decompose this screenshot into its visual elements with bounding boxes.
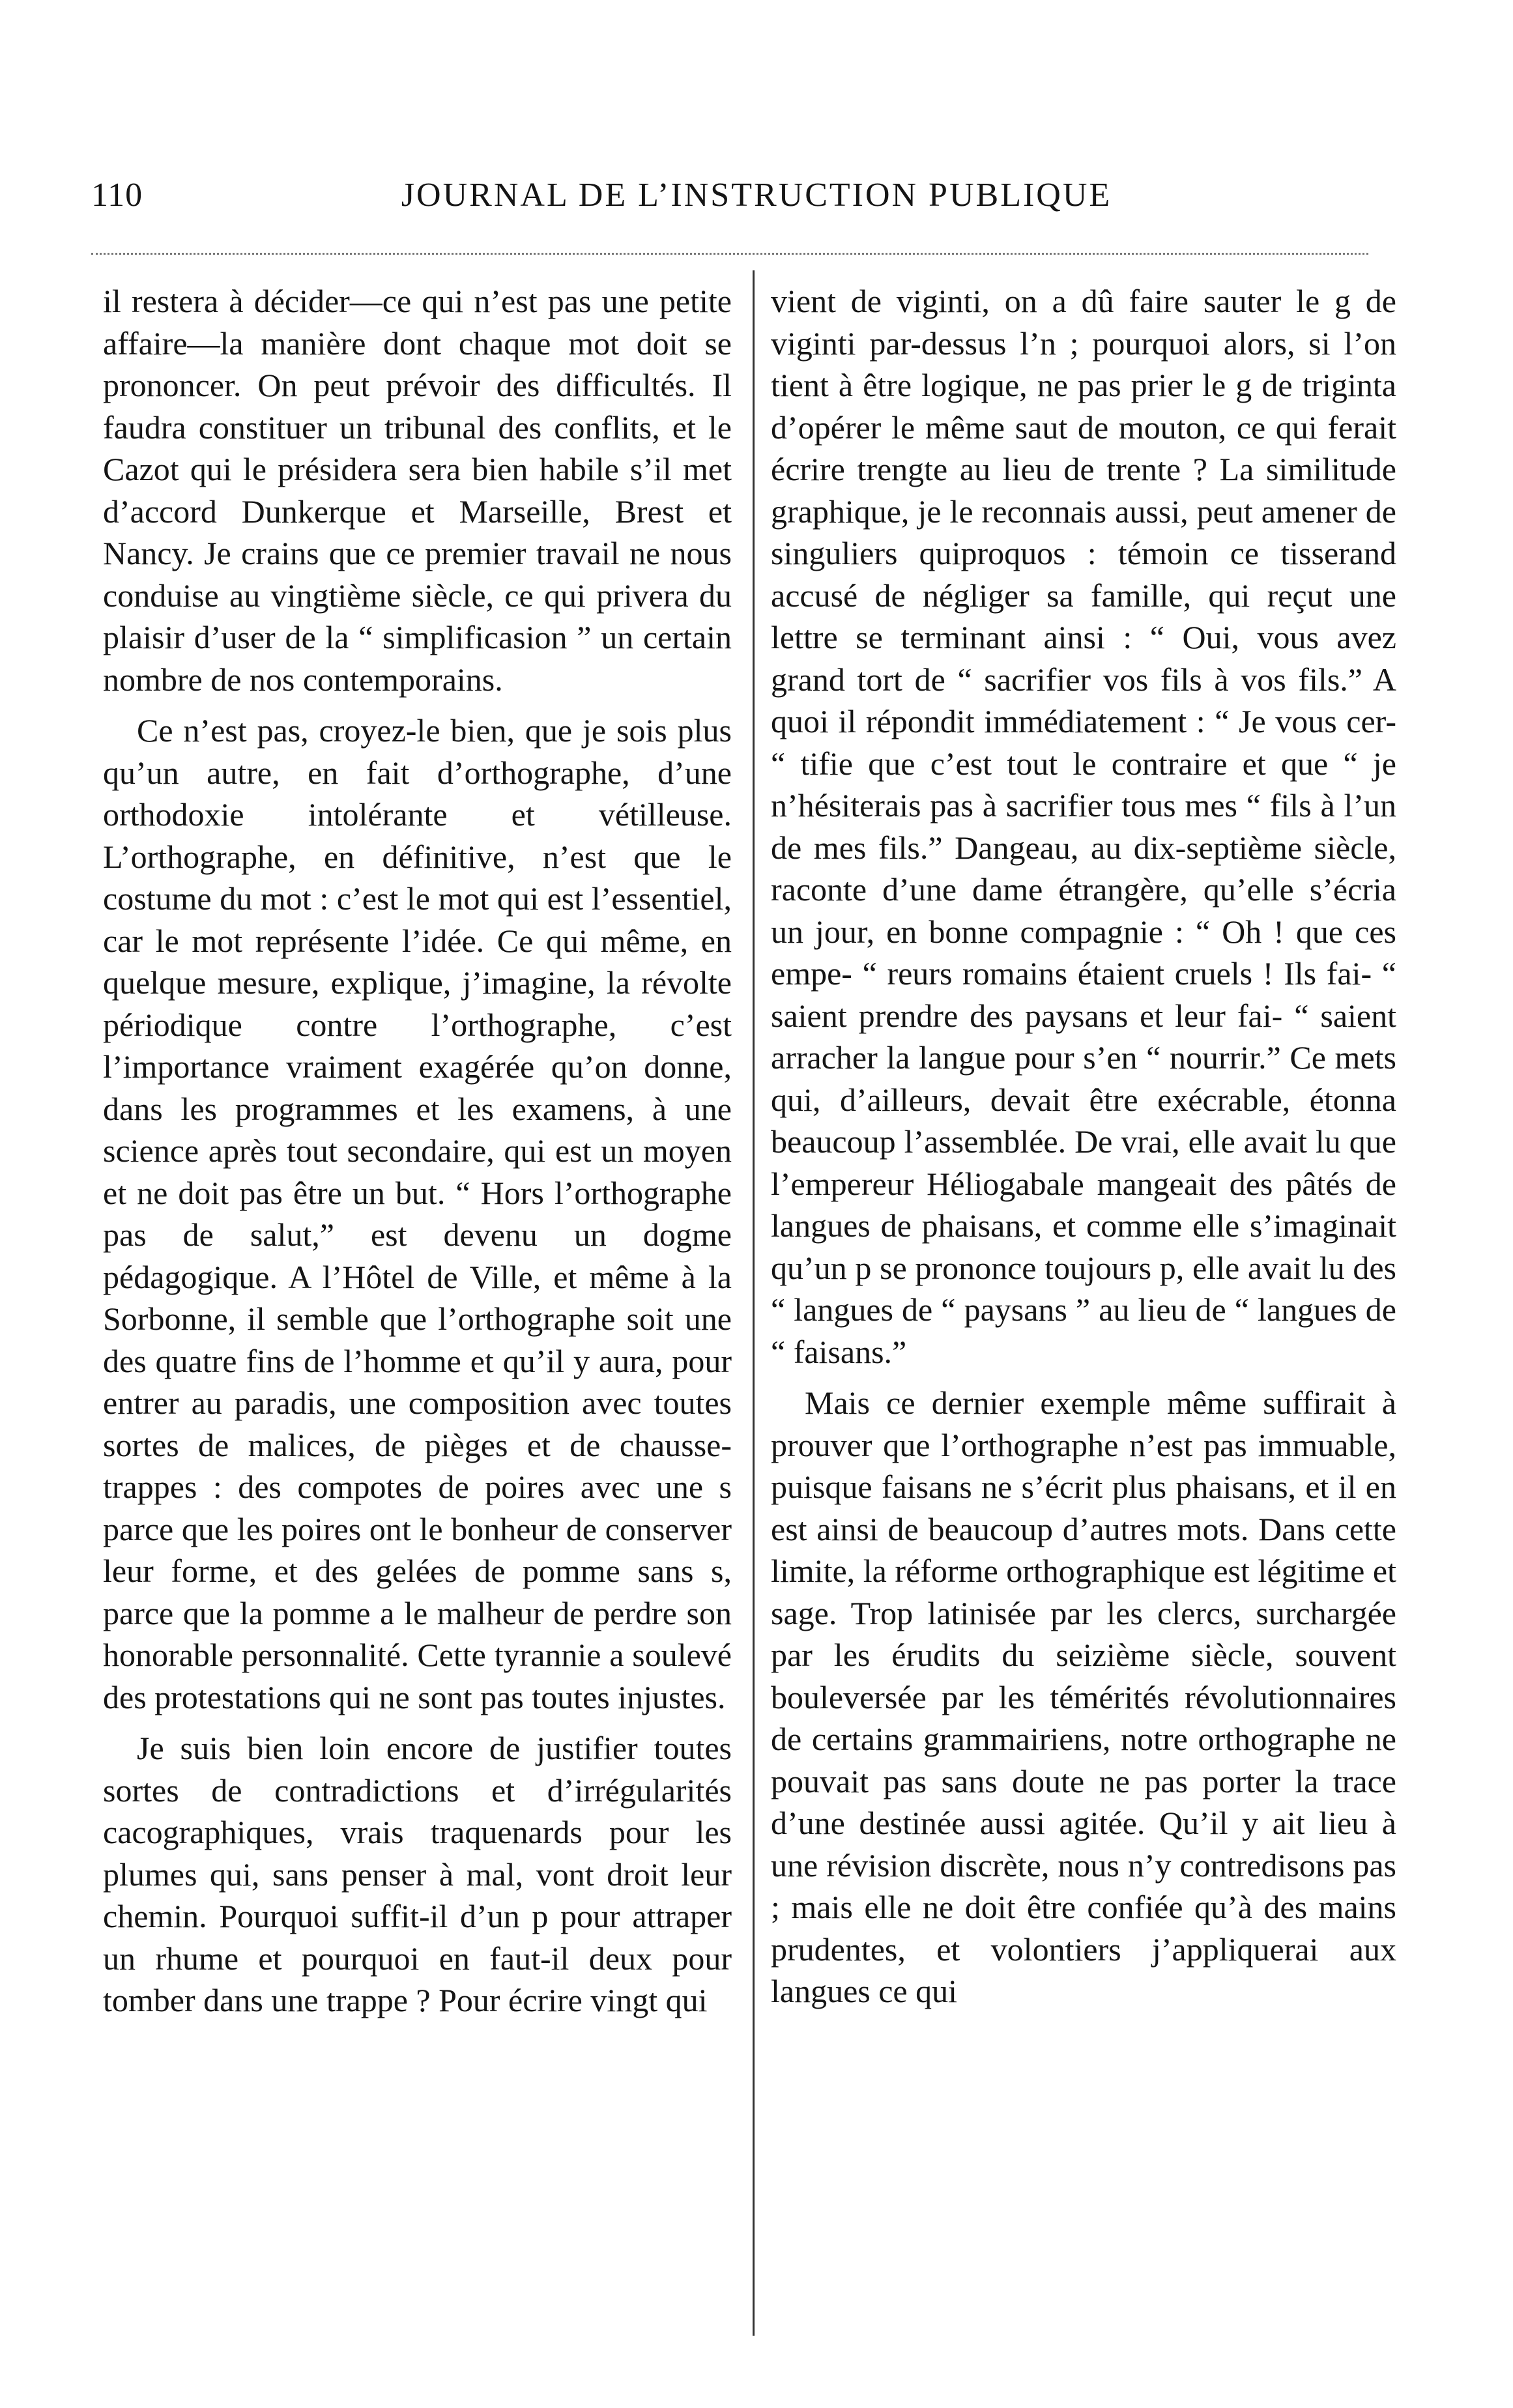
page-number: 110 — [91, 177, 143, 214]
page-header — [0, 176, 1513, 235]
paragraph: vient de viginti, on a dû faire sauter le g de viginti par-dessus l’n ; pourquoi alors, si l’on tient à être logique, ne pas prier le g de triginta d’opérer le même saut de mouton, ce qui ferait écrire trengte au lieu de trente ? La similitude graphique, je le reconnais aussi, peut amener de singuliers quiproquos : témoin ce tisserand accusé de négliger sa famille, qui reçut une lettre se terminant ainsi : “ Oui, vous avez grand tort de “ sacrifier vos fils à vos fils.” A quoi il répondit immédiatement : “ Je vous cer- “ tifie que c’est tout le contraire et que “ je n’hésiterais pas à sacrifier tous mes “ fils à l’un de mes fils.” Dangeau, au dix-septième siècle, raconte d’une dame étrangère, qu’elle s’écria un jour, en bonne compagnie : “ Oh ! que ces empe- “ reurs romains étaient cruels ! Ils fai- “ saient prendre des paysans et leur fai- “ saient arracher la langue pour s’en “ nourrir.” Ce mets qui, d’ailleurs, devait être exécrable, étonna beaucoup l’assemblée. De vrai, elle avait lu que l’empereur Héliogabale mangeait des pâtés de langues de phaisans, et comme elle s’imaginait qu’un p se prononce toujours p, elle avait lu des “ langues de “ paysans ” au lieu de “ langues de “ faisans.” — [771, 283, 1396, 1370]
paragraph: Ce n’est pas, croyez-le bien, que je sois plus qu’un autre, en fait d’orthographe, d’une orthodoxie intolérante et vétilleuse. L’orthographe, en définitive, n’est que le costume du mot : c’est le mot qui est l’essentiel, car le mot représente l’idée. Ce qui même, en quelque mesure, explique, j’imagine, la révolte périodique contre l’orthographe, c’est l’importance vraiment exagérée qu’on donne, dans les programmes et les examens, à une science après tout secondaire, qui est un moyen et ne doit pas être un but. “ Hors l’orthographe pas de salut,” est devenu un dogme pédagogique. A l’Hôtel de Ville, et même à la Sorbonne, il semble que l’orthographe soit une des quatre fins de l’homme et qu’il y aura, pour entrer au paradis, une composition avec toutes sortes de malices, de pièges et de chausse-trappes : des compotes de poires avec une s parce que les poires ont le bonheur de conserver leur forme, et des gelées de pomme sans s, parce que la pomme a le malheur de perdre son honorable personnalité. Cette tyrannie a soulevé des protestations qui ne sont pas toutes injustes. — [103, 712, 732, 1715]
paragraph: Mais ce dernier exemple même suffirait à prouver que l’orthographe n’est pas immuable, puisque faisans ne s’écrit plus phaisans, et il en est ainsi de beaucoup d’autres mots. Dans cette limite, la réforme orthographique est légitime et sage. Trop latinisée par les clercs, surchargée par les érudits du seizième siècle, souvent bouleversée par les témérités révolutionnaires de certains grammairiens, notre orthographe ne pouvait pas sans doute ne pas porter la trace d’une destinée aussi agitée. Qu’il y ait lieu à une révision discrète, nous n’y contredisons pas ; mais elle ne doit être confiée qu’à des mains prudentes, et volontiers j’appliquerai aux langues ce qui — [771, 1384, 1396, 2009]
right-column — [771, 280, 1396, 2013]
paragraph: Je suis bien loin encore de justifier toutes sortes de contradictions et d’irrégularités cacographiques, vrais traquenards pour les plumes qui, sans penser à mal, vont droit leur chemin. Pourquoi suffit-il d’un p pour attraper un rhume et pourquoi en faut-il deux pour tomber dans une trappe ? Pour écrire vingt qui — [103, 1730, 732, 2018]
running-title: JOURNAL DE L’INSTRUCTION PUBLIQUE — [401, 177, 1112, 214]
paragraph: il restera à décider—ce qui n’est pas une petite affaire—la manière dont chaque mot doit se prononcer. On peut prévoir des difficultés. Il faudra constituer un tribunal des conflits, et le Cazot qui le présidera sera bien habile s’il met d’accord Dunkerque et Marseille, Brest et Nancy. Je crains que ce premier travail ne nous conduise au vingtième siècle, ce qui privera du plaisir d’user de la “ simplificasion ” un certain nombre de nos contemporains. — [103, 283, 732, 698]
column-divider — [753, 270, 755, 2336]
header-rule — [91, 253, 1368, 255]
left-column — [103, 280, 732, 2022]
